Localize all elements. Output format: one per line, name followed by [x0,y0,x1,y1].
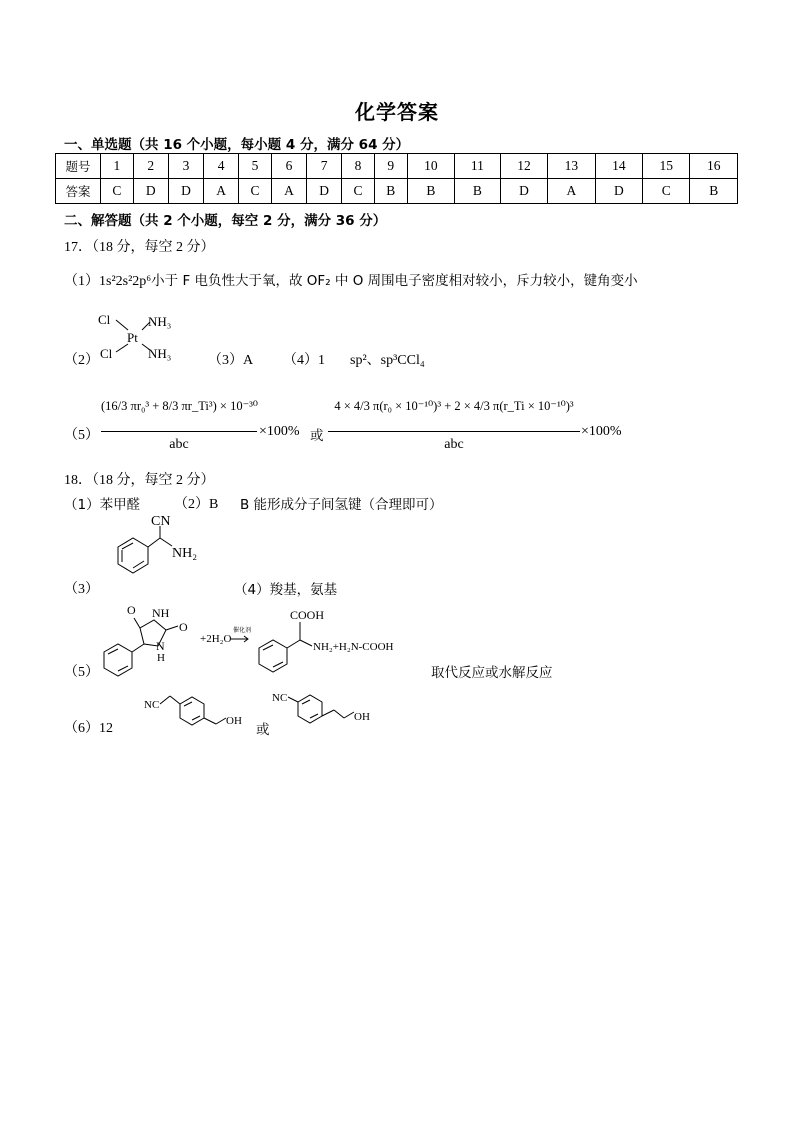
atom-label: Cl [98,312,111,327]
table-cell: C [643,179,690,204]
atom-label: N [156,639,165,653]
row-label: 题号 [56,154,101,179]
q18-part1: （1）苯甲醛 [64,497,141,513]
table-cell: D [133,179,168,204]
fraction-bar [328,431,580,432]
group-label: NC [144,699,160,711]
table-cell: C [239,179,272,204]
table-cell: D [307,179,342,204]
catalyst-label: 催化剂 [233,628,252,634]
table-cell: 12 [500,154,547,179]
table-cell: A [271,179,306,204]
hydrolysis-reaction-scheme [96,598,426,684]
isomer-structure-2 [270,684,380,730]
q17-part2-number: （2） [64,353,99,368]
atom-label: O [179,620,188,634]
group-label: CN [151,514,171,529]
answer-text: 小于 F 电负性大于氧，故 OF₂ 中 O 周围电子密度相对较小，斥力较小，键角变小 [151,273,638,289]
atom-label: Cl [100,346,113,361]
q18-part3-number: （3） [64,582,99,597]
or-label: 或 [310,428,324,444]
fraction-bar [101,431,257,432]
table-row-answers [56,179,738,204]
q18-part5-reaction-type: 取代反应或水解反应 [431,665,553,681]
q17-header: 17．（18 分，每空 2 分） [64,240,215,255]
percent-label: ×100% [581,424,622,439]
table-cell: 14 [595,154,642,179]
group-label: NC [272,692,288,704]
table-cell: 10 [407,154,454,179]
table-cell: A [204,179,239,204]
reagent-label: +2H₂O [200,633,232,645]
table-cell: B [407,179,454,204]
table-cell: 13 [548,154,595,179]
section2-heading: 二、解答题（共 2 个小题，每空 2 分，满分 36 分） [64,213,387,229]
group-label: OH [354,711,370,723]
table-cell: 9 [374,154,407,179]
formula-b-numerator: 4 × 4/3 π(r₀ × 10⁻¹⁰)³ + 2 × 4/3 π(r_Ti × 10⁻¹⁰)³ [334,399,574,413]
section1-heading: 一、单选题（共 16 个小题，每小题 4 分，满分 64 分） [64,137,410,153]
q18-part2-reason: B 能形成分子间氢键（合理即可） [240,497,443,513]
pt-complex-structure [96,308,196,366]
isomer-structure-1 [140,686,258,732]
part-number: （1） [64,274,99,289]
answer-table [55,153,738,204]
q18-part6-number: （6）12 [64,721,113,736]
table-cell: C [342,179,375,204]
q18-part4: （4）羧基，氨基 [234,582,338,598]
table-cell: D [168,179,203,204]
row-label: 答案 [56,179,101,204]
group-label: COOH [290,608,325,622]
q17-part5-number: （5） [64,428,99,443]
group-label: OH [226,715,242,727]
atom-label: O [127,603,136,617]
aminonitrile-structure [98,512,218,592]
table-cell: 6 [271,154,306,179]
table-cell: 1 [101,154,134,179]
atom-label: NH₃ [148,346,172,361]
atom-label: NH [152,606,170,620]
product-label: NH₂+H₂N-COOH [313,641,394,653]
table-cell: 15 [643,154,690,179]
table-cell: A [548,179,595,204]
table-cell: 2 [133,154,168,179]
table-cell: B [374,179,407,204]
table-cell: B [455,179,501,204]
page-title: 化学答案 [355,102,439,124]
table-cell: D [500,179,547,204]
q17-part1 [64,269,638,290]
table-cell: 16 [690,154,738,179]
table-cell: C [101,179,134,204]
table-cell: B [690,179,738,204]
table-cell: 3 [168,154,203,179]
atom-label: NH₃ [148,314,172,329]
q17-part3: （3）A [208,353,254,368]
atom-label: H [157,652,165,664]
q18-header: 18．（18 分，每空 2 分） [64,473,215,488]
q17-part4-hybrid: sp²、sp³CCl₄ [350,353,425,368]
electron-config: 1s²2s²2p⁶ [99,274,152,289]
or-label: 或 [256,722,270,738]
group-label: NH₂ [172,546,198,561]
table-cell: 5 [239,154,272,179]
atom-label: Pt [127,330,138,345]
q18-part5-number: （5） [64,665,99,680]
table-cell: 4 [204,154,239,179]
table-cell: D [595,179,642,204]
formula-a-denominator: abc [169,437,189,452]
q17-part4: （4）1 [283,353,325,368]
formula-a-numerator: (16/3 πr₀³ + 8/3 πr_Ti³) × 10⁻³⁰ [101,399,258,413]
table-row-numbers [56,154,738,179]
q18-part2: （2）B [174,497,219,512]
table-cell: 8 [342,154,375,179]
formula-b-denominator: abc [444,437,464,452]
table-cell: 7 [307,154,342,179]
table-cell: 11 [455,154,501,179]
percent-label: ×100% [259,424,300,439]
